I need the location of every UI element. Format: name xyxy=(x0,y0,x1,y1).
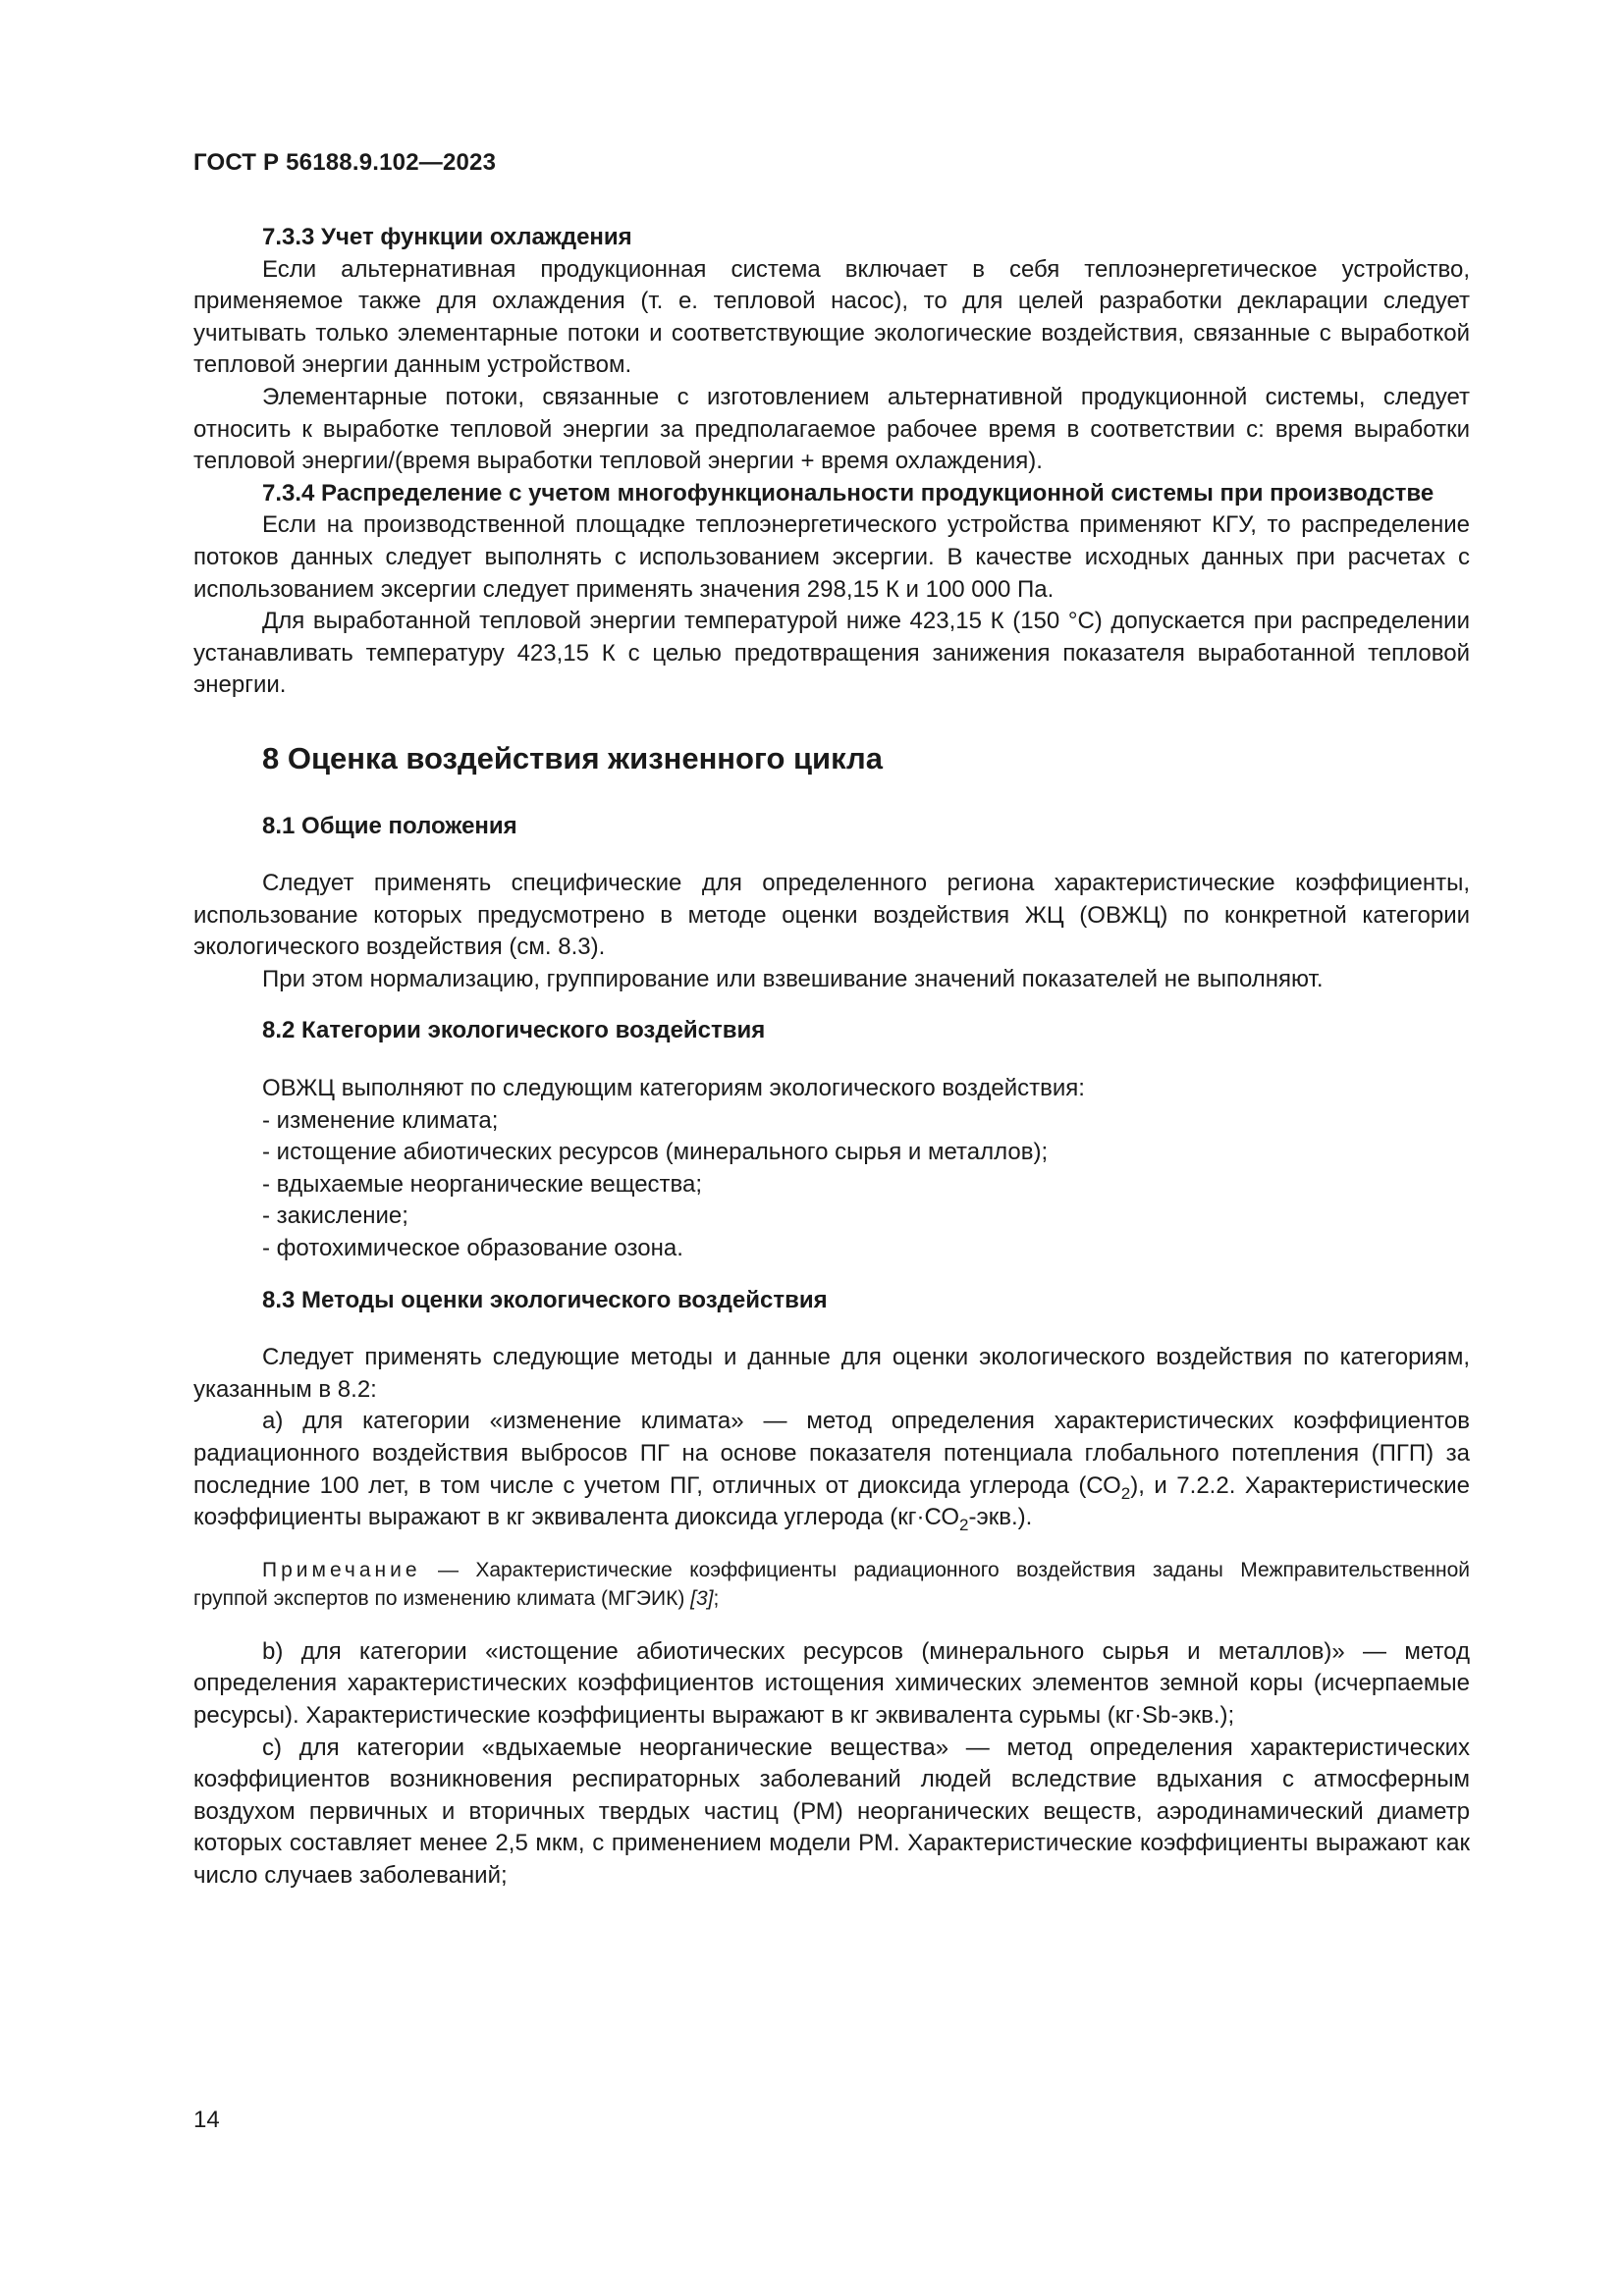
list-item: - вдыхаемые неорганические вещества; xyxy=(262,1170,703,1198)
list-item: - истощение абиотических ресурсов (минерального сырья и металлов); xyxy=(262,1139,1049,1166)
text-run: а) для категории «изменение климата» — метод определения характеристических коэффициентов радиационного воздействия выбросов ПГ на основе показателя потенциала глобального потепления (ПГП) за последние 100 лет, в том числе с учетом ПГ, отличных от диоксида углерода (СО xyxy=(193,1408,1470,1499)
list-item: - закисление; xyxy=(262,1202,408,1230)
note-end: ; xyxy=(713,1586,720,1610)
paragraph: Если альтернативная продукционная система включает в себя теплоэнергетическое устройство, применяемое также для охлаждения (т. е. тепловой насос), то для целей разработки декларации следует учитывать только элементарные потоки и соответствующие экологические воздействия, связанные с выработкой тепловой энергии данным устройством. xyxy=(193,255,1470,379)
section-8-2-title: 8.2 Категории экологического воздействия xyxy=(262,1017,766,1044)
paragraph: При этом нормализацию, группирование или взвешивание значений показателей не выполняют. xyxy=(262,965,1324,992)
section-7-3-3-title: 7.3.3 Учет функции охлаждения xyxy=(262,224,632,250)
list-item: - изменение климата; xyxy=(262,1106,499,1134)
paragraph-item-b: b) для категории «истощение абиотических ресурсов (минерального сырья и металлов)» — метод определения характеристических коэффициентов истощения химических элементов земной коры (исчерпаемые ресурсы). Характеристические коэффициенты выражают в кг эквивалента сурьмы (кг·Sb-экв.); xyxy=(193,1637,1470,1729)
paragraph: Если на производственной площадке теплоэнергетического устройства применяют КГУ, то распределение потоков данных следует выполнять с использованием эксергии. В качестве исходных данных при расчетах с использованием эксергии следует применять значения 298,15 К и 100 000 Па. xyxy=(193,511,1470,603)
paragraph: Следует применять следующие методы и данные для оценки экологического воздействия по категориям, указанным в 8.2: xyxy=(193,1344,1470,1403)
paragraph-item-a xyxy=(193,1406,1470,1533)
page-number: 14 xyxy=(193,2107,220,2133)
section-8-title: 8 Оценка воздействия жизненного цикла xyxy=(262,740,883,775)
note-text: — Характеристические коэффициенты радиационного воздействия заданы Межправительственной группой экспертов по изменению климата (МГЭИК) xyxy=(193,1558,1470,1610)
reference: [3] xyxy=(690,1586,714,1610)
section-7-3-4-title: 7.3.4 Распределение с учетом многофункциональности продукционной системы при производстве xyxy=(262,479,1435,507)
subscript: 2 xyxy=(1120,1483,1131,1503)
note-label: Примечание xyxy=(262,1558,421,1581)
section-8-3-title: 8.3 Методы оценки экологического воздействия xyxy=(262,1286,828,1313)
list-item: - фотохимическое образование озона. xyxy=(262,1235,683,1262)
subscript: 2 xyxy=(959,1515,969,1534)
paragraph: Следует применять специфические для определенного региона характеристические коэффициенты, использование которых предусмотрено в методе оценки воздействия ЖЦ (ОВЖЦ) по конкретной категории экологического воздействия (см. 8.3). xyxy=(193,870,1470,961)
paragraph-item-c: с) для категории «вдыхаемые неорганические вещества» — метод определения характеристических коэффициентов возникновения респираторных заболеваний людей вследствие вдыхания с атмосферным воздухом первичных и вторичных твердых частиц (РМ) неорганических веществ, аэродинамический диаметр которых составляет менее 2,5 мкм, с применением модели РМ. Характеристические коэффициенты выражают как число случаев заболеваний; xyxy=(193,1734,1470,1889)
paragraph: Элементарные потоки, связанные с изготовлением альтернативной продукционной системы, следует относить к выработке тепловой энергии за предполагаемое рабочее время в соответствии с: время выработки тепловой энергии/(время выработки тепловой энергии + время охлаждения). xyxy=(193,383,1470,475)
note xyxy=(193,1556,1470,1613)
document-body xyxy=(193,222,1470,1893)
paragraph: Для выработанной тепловой энергии температурой ниже 423,15 К (150 °С) допускается при распределении устанавливать температуру 423,15 К с целью предотвращения занижения показателя выработанной тепловой энергии. xyxy=(193,608,1470,699)
text-run: ), и 7.2.2. Характеристические коэффициенты выражают в кг эквивалента диоксида углерода (кг·СО xyxy=(193,1471,1470,1531)
section-8-1-title: 8.1 Общие положения xyxy=(262,812,517,839)
text-run: -экв.). xyxy=(968,1504,1033,1531)
paragraph: ОВЖЦ выполняют по следующим категориям экологического воздействия: xyxy=(262,1075,1085,1102)
document-header: ГОСТ Р 56188.9.102—2023 xyxy=(193,149,497,176)
